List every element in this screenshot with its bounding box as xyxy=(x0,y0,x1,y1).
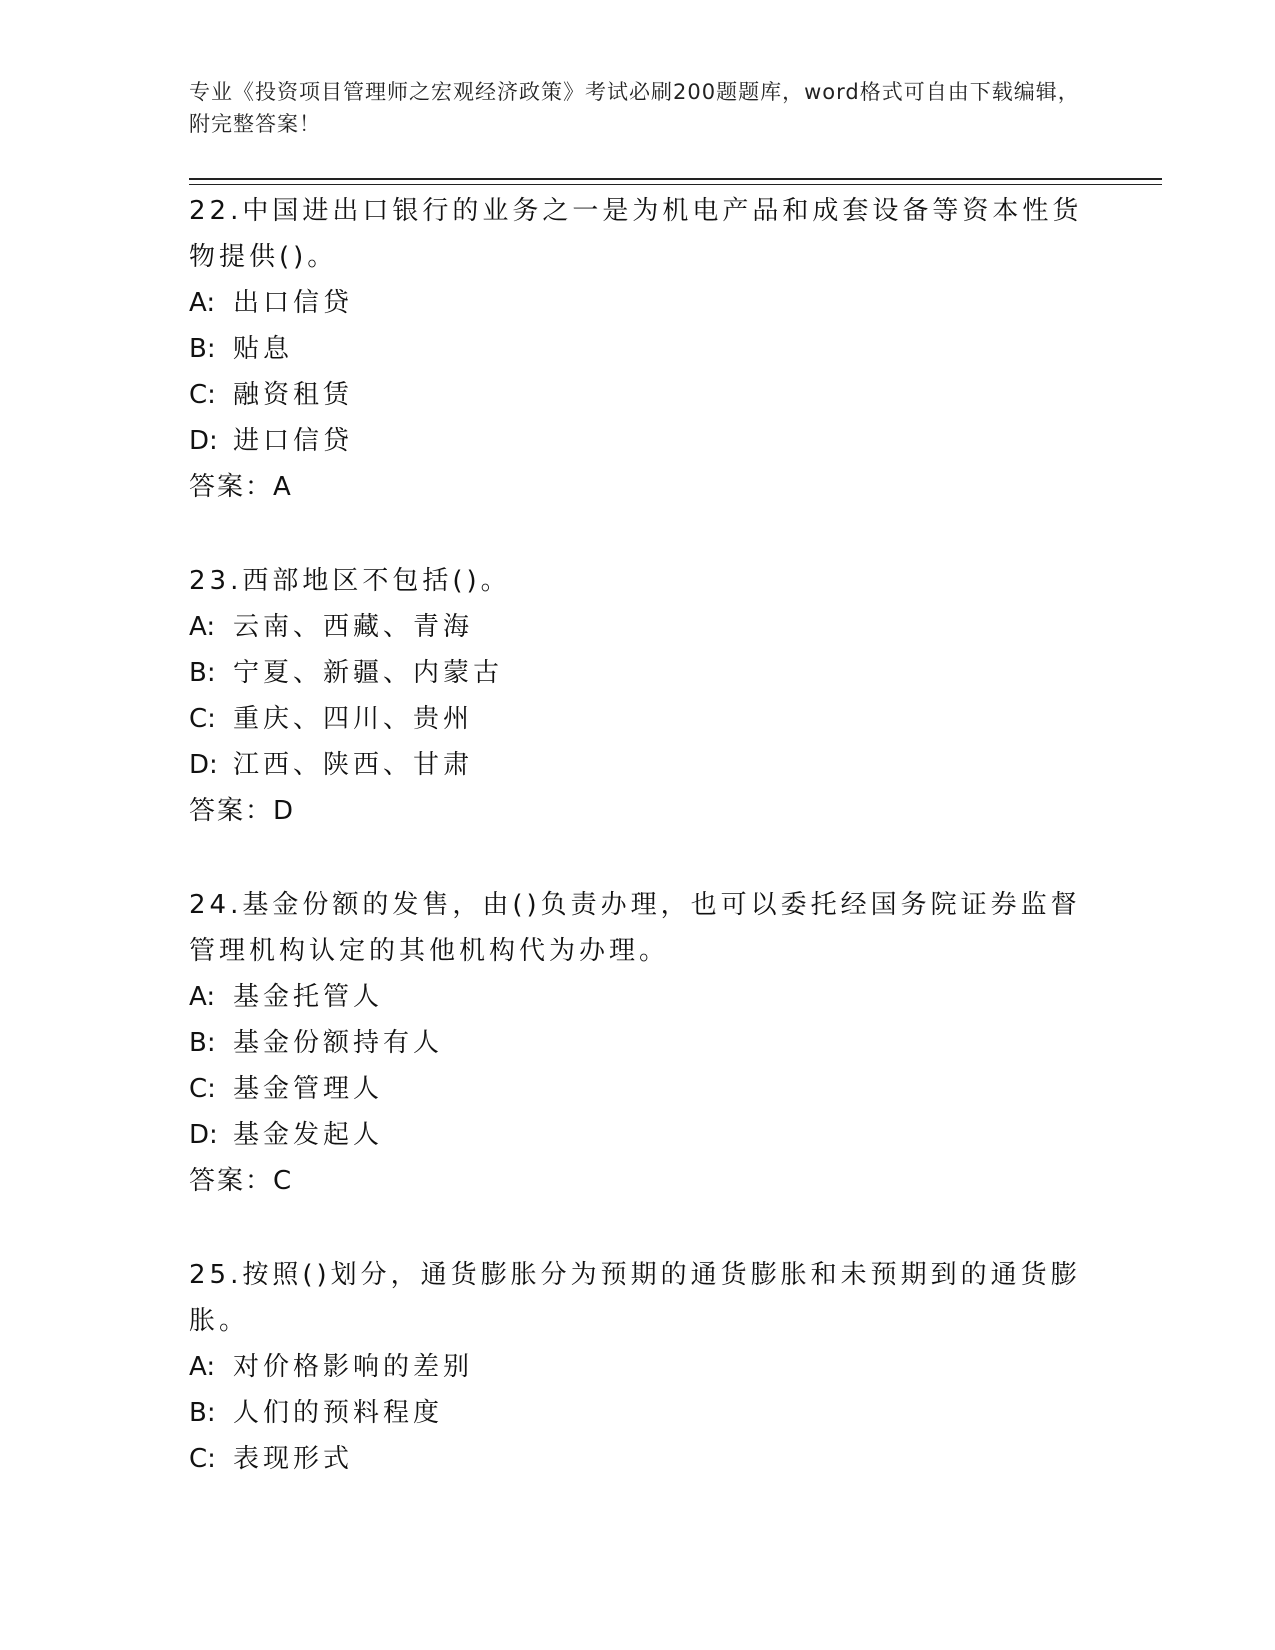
option-b xyxy=(189,1390,1089,1436)
option-c xyxy=(189,696,1089,742)
option-a xyxy=(189,604,1089,650)
header-divider-thick xyxy=(189,178,1162,180)
option-key: A: xyxy=(189,1352,216,1382)
option-key: B: xyxy=(189,334,216,364)
answer-line: 答案：A xyxy=(189,472,293,502)
option-text: 江西、陕西、甘肃 xyxy=(233,750,474,780)
option-key: A: xyxy=(189,612,216,642)
question-list xyxy=(189,188,1089,1530)
option-text: 基金发起人 xyxy=(233,1120,384,1150)
question-stem: 23.西部地区不包括()。 xyxy=(189,566,511,596)
option-text: 宁夏、新疆、内蒙古 xyxy=(233,658,504,688)
question-stem: 25.按照()划分，通货膨胀分为预期的通货膨胀和未预期到的通货膨胀。 xyxy=(189,1260,1081,1336)
option-key: D: xyxy=(189,426,218,456)
option-b xyxy=(189,326,1089,372)
option-key: A: xyxy=(189,982,216,1012)
option-key: D: xyxy=(189,750,218,780)
option-key: B: xyxy=(189,658,216,688)
option-a xyxy=(189,280,1089,326)
option-key: C: xyxy=(189,704,216,734)
question-23 xyxy=(189,558,1089,834)
option-text: 贴息 xyxy=(233,334,294,364)
option-text: 云南、西藏、青海 xyxy=(233,612,474,642)
option-d xyxy=(189,418,1089,464)
option-c xyxy=(189,372,1089,418)
option-text: 基金份额持有人 xyxy=(233,1028,444,1058)
document-header: 专业《投资项目管理师之宏观经济政策》考试必刷200题题库，word格式可自由下载编辑，附完整答案！ xyxy=(189,80,1080,136)
option-key: B: xyxy=(189,1398,216,1428)
option-key: C: xyxy=(189,1074,216,1104)
question-22 xyxy=(189,188,1089,510)
option-key: D: xyxy=(189,1120,218,1150)
answer-line: 答案：C xyxy=(189,1166,294,1196)
option-text: 重庆、四川、贵州 xyxy=(233,704,474,734)
option-key: A: xyxy=(189,288,216,318)
option-c xyxy=(189,1436,1089,1482)
question-stem: 22.中国进出口银行的业务之一是为机电产品和成套设备等资本性货物提供()。 xyxy=(189,196,1083,272)
option-text: 基金管理人 xyxy=(233,1074,384,1104)
option-c xyxy=(189,1066,1089,1112)
answer-line: 答案：D xyxy=(189,796,296,826)
option-text: 人们的预料程度 xyxy=(233,1398,444,1428)
option-b xyxy=(189,1020,1089,1066)
option-text: 出口信贷 xyxy=(233,288,354,318)
option-a xyxy=(189,1344,1089,1390)
question-stem: 24.基金份额的发售，由()负责办理，也可以委托经国务院证券监督管理机构认定的其他机构代为办理。 xyxy=(189,890,1081,966)
question-24 xyxy=(189,882,1089,1204)
option-d xyxy=(189,1112,1089,1158)
option-key: C: xyxy=(189,380,216,410)
option-text: 融资租赁 xyxy=(233,380,354,410)
option-text: 表现形式 xyxy=(233,1444,354,1474)
option-key: B: xyxy=(189,1028,216,1058)
option-text: 基金托管人 xyxy=(233,982,384,1012)
option-d xyxy=(189,742,1089,788)
option-b xyxy=(189,650,1089,696)
header-divider-thin xyxy=(189,184,1162,185)
option-text: 进口信贷 xyxy=(233,426,354,456)
question-25 xyxy=(189,1252,1089,1482)
option-text: 对价格影响的差别 xyxy=(233,1352,474,1382)
option-key: C: xyxy=(189,1444,216,1474)
option-a xyxy=(189,974,1089,1020)
